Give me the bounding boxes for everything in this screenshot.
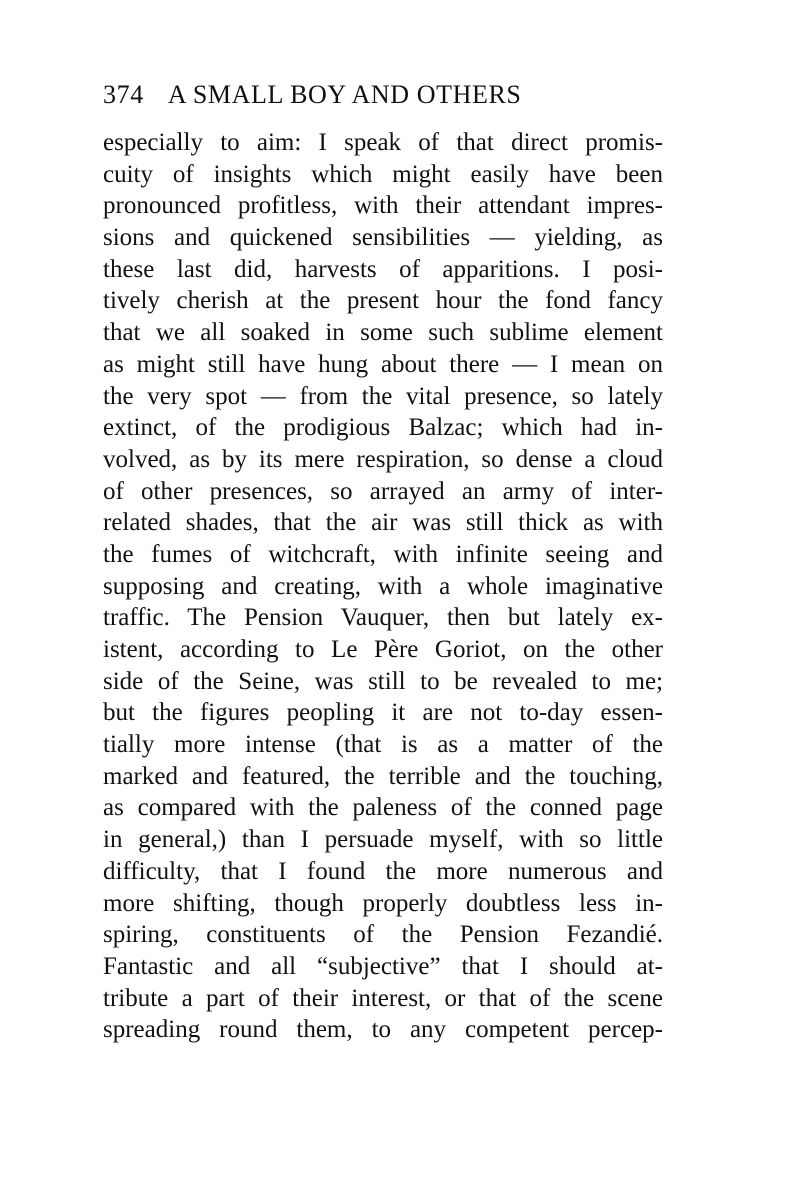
text-line: of other presences, so arrayed an army of inter- bbox=[103, 477, 663, 505]
text-line: tribute a part of their interest, or that of the scene bbox=[103, 984, 663, 1012]
text-line: cuity of insights which might easily have been bbox=[103, 160, 663, 188]
text-line: spreading round them, to any competent percep- bbox=[103, 1016, 663, 1044]
text-line: more shifting, though properly doubtless less in- bbox=[103, 889, 663, 917]
text-line: extinct, of the prodigious Balzac; which had in- bbox=[103, 414, 663, 442]
text-line: supposing and creating, with a whole imaginative bbox=[103, 572, 663, 600]
text-line: especially to aim: I speak of that direct promis- bbox=[103, 129, 663, 156]
text-line: marked and featured, the terrible and the touching, bbox=[103, 762, 663, 790]
text-line: volved, as by its mere respiration, so dense a cloud bbox=[103, 445, 663, 473]
text-line: tially more intense (that is as a matter of the bbox=[103, 731, 663, 759]
text-line: difficulty, that I found the more numerous and bbox=[103, 857, 663, 885]
body-text bbox=[103, 127, 663, 1046]
text-line: pronounced profitless, with their attendant impres- bbox=[103, 192, 663, 220]
running-title: A SMALL BOY AND OTHERS bbox=[167, 80, 522, 109]
text-line: istent, according to Le Père Goriot, on the other bbox=[103, 636, 663, 663]
text-line: Fantastic and all “subjective” that I should at- bbox=[103, 952, 663, 980]
text-line: as might still have hung about there — I mean on bbox=[103, 350, 663, 378]
text-line: but the figures peopling it are not to-day essen- bbox=[103, 699, 663, 727]
text-line: in general,) than I persuade myself, with so little bbox=[103, 826, 663, 854]
text-line: the fumes of witchcraft, with infinite seeing and bbox=[103, 540, 663, 568]
text-line: related shades, that the air was still thick as with bbox=[103, 509, 663, 537]
running-head bbox=[103, 80, 521, 114]
text-line: these last did, harvests of apparitions. I posi- bbox=[103, 255, 663, 283]
text-line: sions and quickened sensibilities — yielding, as bbox=[103, 224, 663, 252]
text-line: as compared with the paleness of the conned page bbox=[103, 794, 663, 822]
text-line: side of the Seine, was still to be revealed to me; bbox=[103, 667, 663, 695]
text-line: that we all soaked in some such sublime element bbox=[103, 319, 663, 347]
text-line: the very spot — from the vital presence, so lately bbox=[103, 382, 663, 410]
text-line: traffic. The Pension Vauquer, then but lately ex- bbox=[103, 604, 663, 632]
text-line: tively cherish at the present hour the fond fancy bbox=[103, 287, 663, 315]
page-number: 374 bbox=[103, 80, 144, 109]
text-line: spiring, constituents of the Pension Fezandié. bbox=[103, 921, 663, 949]
